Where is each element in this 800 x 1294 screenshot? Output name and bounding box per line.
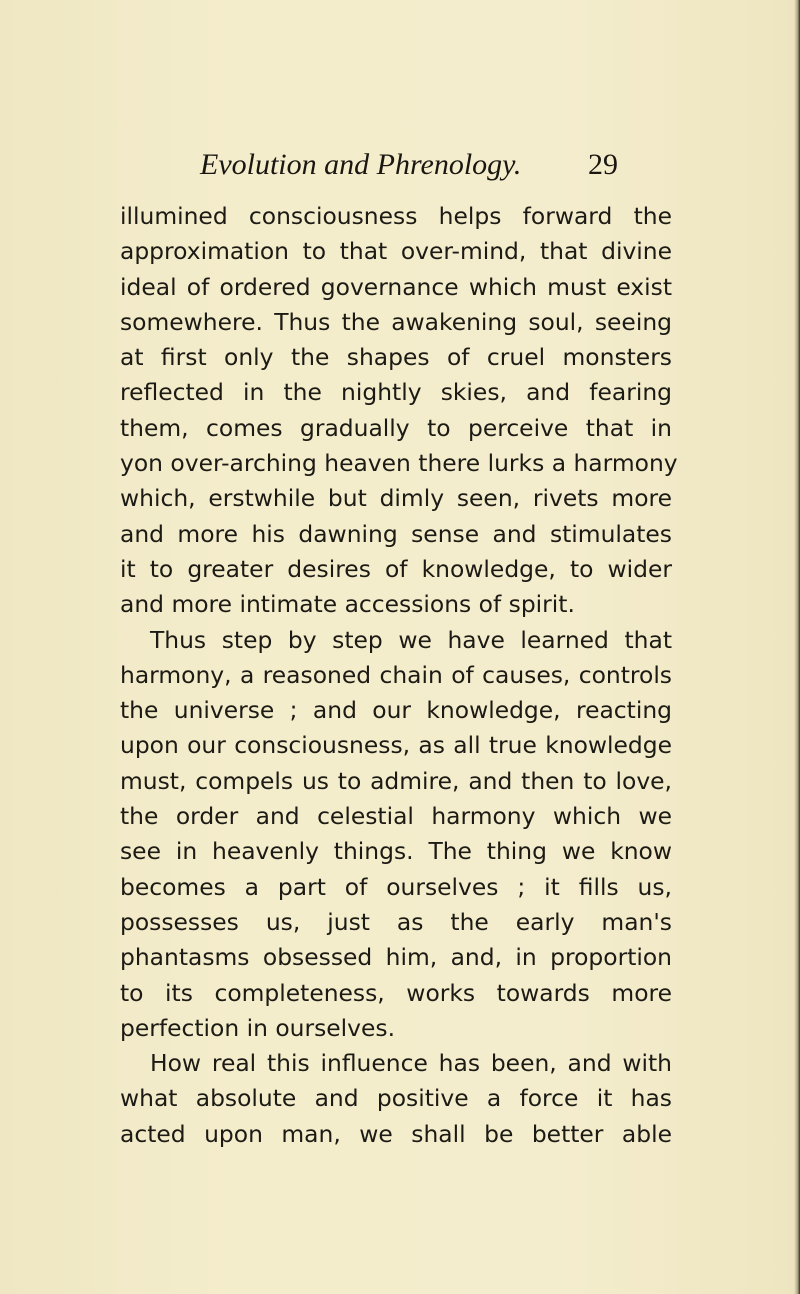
text-line: reflected in the nightly skies, and fearing <box>120 378 672 407</box>
text-line: How real this influence has been, and with <box>150 1049 672 1078</box>
text-line: and more intimate accessions of spirit. <box>120 590 575 619</box>
text-line: it to greater desires of knowledge, to wider <box>120 554 672 583</box>
text-line: what absolute and positive a force it has <box>120 1084 672 1113</box>
text-line: harmony, a reasoned chain of causes, controls <box>120 660 672 689</box>
text-line: somewhere. Thus the awakening soul, seeing <box>120 307 672 336</box>
text-line: to its completeness, works towards more <box>120 978 672 1007</box>
text-line: the universe ; and our knowledge, reacting <box>120 696 672 725</box>
text-line: yon over-arching heaven there lurks a harmony <box>120 449 678 478</box>
running-title: Evolution and Phrenology. <box>200 148 522 181</box>
text-line: phantasms obsessed him, and, in proportion <box>120 943 672 972</box>
text-line: must, compels us to admire, and then to love, <box>120 766 672 795</box>
text-line: ideal of ordered governance which must exist <box>120 272 672 301</box>
text-line: at first only the shapes of cruel monsters <box>120 343 672 372</box>
text-line: them, comes gradually to perceive that in <box>120 413 672 442</box>
text-line: see in heavenly things. The thing we know <box>120 837 672 866</box>
text-line: and more his dawning sense and stimulates <box>120 519 672 548</box>
text-line: acted upon man, we shall be better able <box>120 1119 672 1148</box>
text-line: perfection in ourselves. <box>120 1013 396 1042</box>
text-line: Thus step by step we have learned that <box>150 625 672 654</box>
text-line: the order and celestial harmony which we <box>120 802 672 831</box>
text-line: approximation to that over-mind, that divine <box>120 237 672 266</box>
text-line: upon our consciousness, as all true knowledge <box>120 731 672 760</box>
page-header <box>200 148 670 182</box>
page-edge-shadow <box>794 0 800 1294</box>
text-line: which, erstwhile but dimly seen, rivets more <box>120 484 672 513</box>
page-number: 29 <box>588 148 618 181</box>
text-line: becomes a part of ourselves ; it fills us, <box>120 872 672 901</box>
text-line: illumined consciousness helps forward the <box>120 202 672 230</box>
text-line: possesses us, just as the early man's <box>120 907 672 936</box>
body-text <box>120 199 678 1152</box>
